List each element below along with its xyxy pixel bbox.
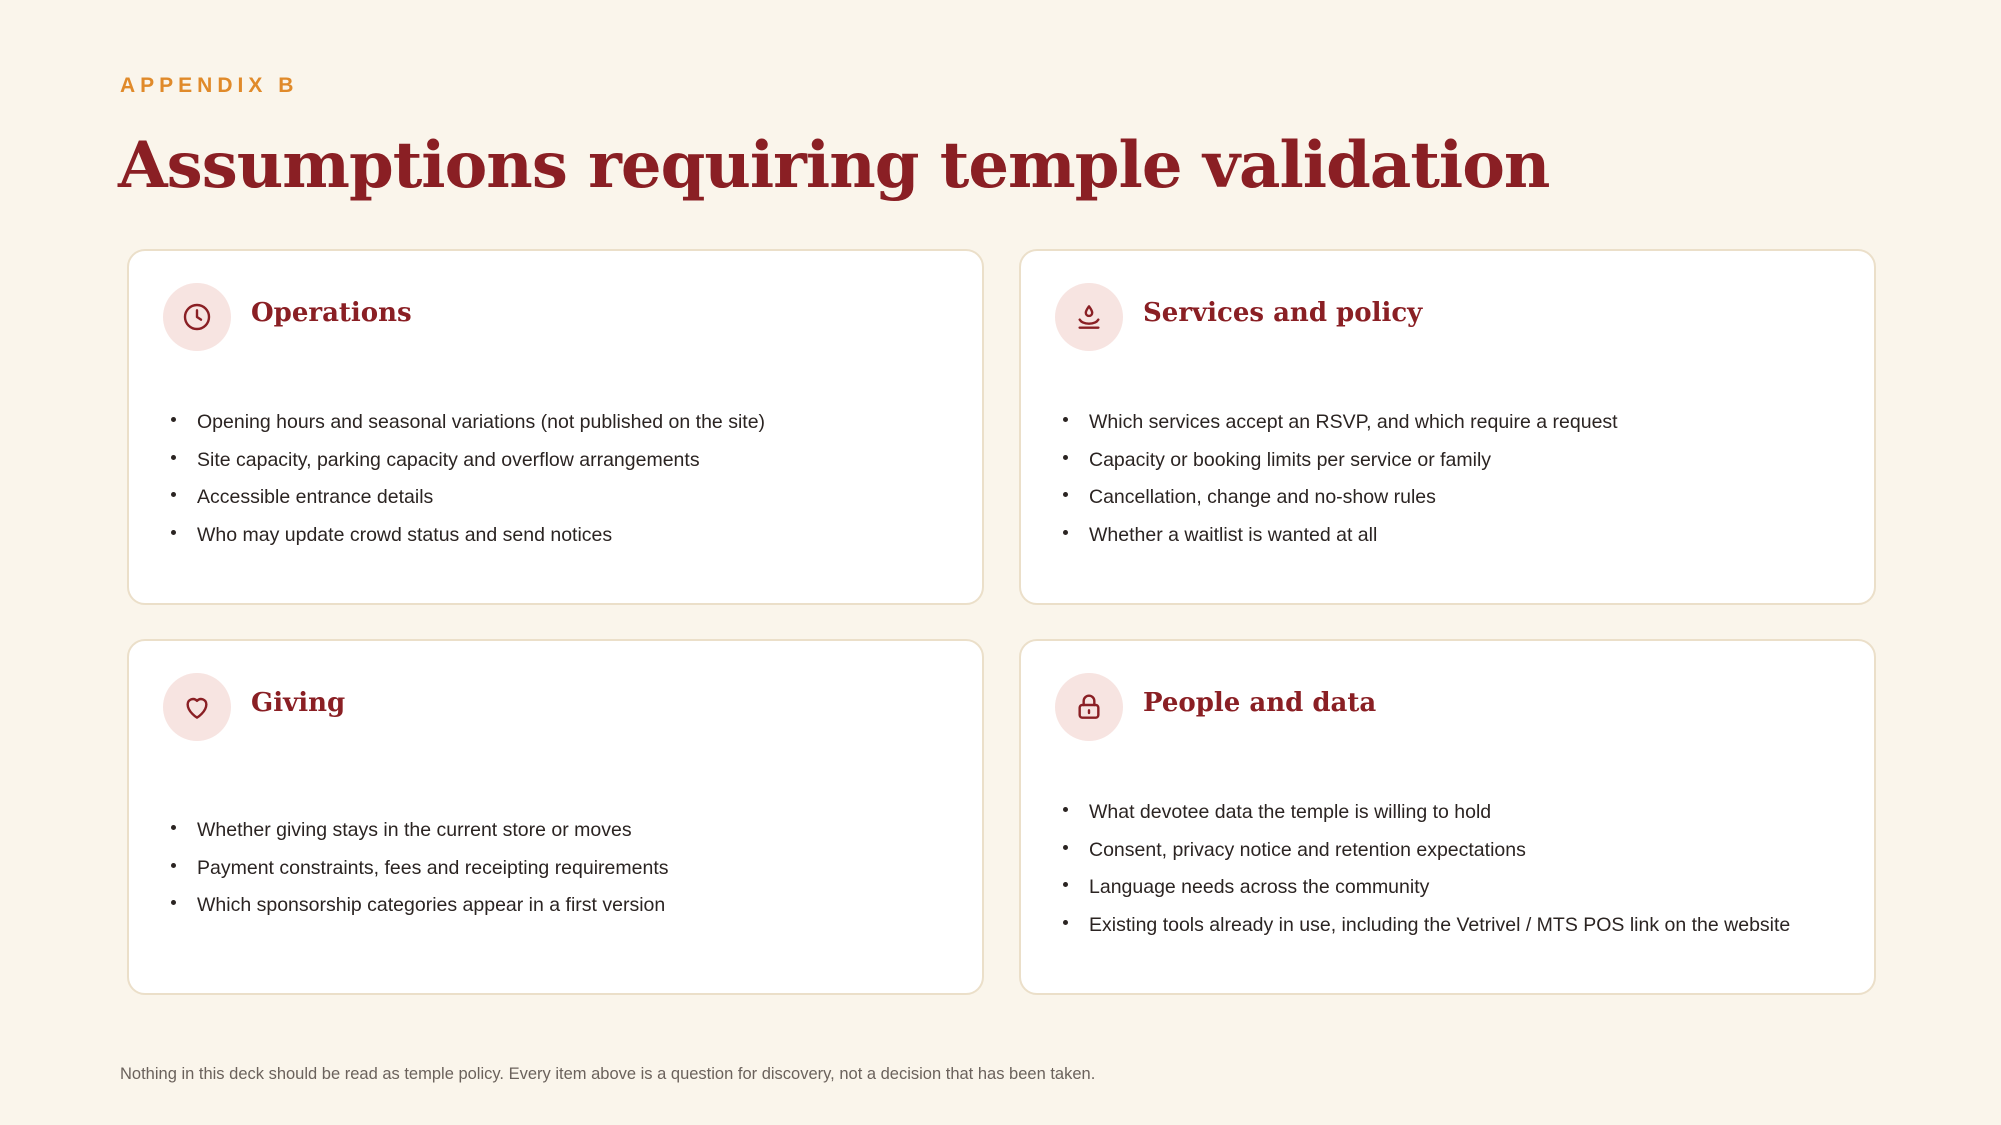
list-item: Cancellation, change and no-show rules (1089, 479, 1854, 517)
list-item: Site capacity, parking capacity and overflow arrangements (197, 442, 962, 480)
card-title: Services and policy (1143, 298, 1423, 328)
footnote: Nothing in this deck should be read as temple policy. Every item above is a question for discovery, not a decision that has been taken. (120, 1065, 1096, 1083)
card-people-and-data (1019, 639, 1876, 995)
card-title: Giving (251, 688, 346, 718)
list-item: Payment constraints, fees and receipting requirements (197, 850, 962, 888)
page-title: Assumptions requiring temple validation (118, 128, 1550, 203)
card-giving (127, 639, 984, 995)
list-item: Whether a waitlist is wanted at all (1089, 517, 1854, 555)
list-item: Which sponsorship categories appear in a first version (197, 887, 962, 925)
card-list (197, 812, 962, 925)
list-item: Accessible entrance details (197, 479, 962, 517)
lamp-icon (1055, 283, 1123, 351)
list-item: Consent, privacy notice and retention expectations (1089, 832, 1854, 870)
card-list (1089, 404, 1854, 554)
list-item: Existing tools already in use, including the Vetrivel / MTS POS link on the website (1089, 907, 1854, 945)
clock-icon (163, 283, 231, 351)
eyebrow-label: APPENDIX B (120, 74, 299, 97)
card-operations (127, 249, 984, 605)
card-title: Operations (251, 298, 412, 328)
list-item: What devotee data the temple is willing to hold (1089, 794, 1854, 832)
list-item: Language needs across the community (1089, 869, 1854, 907)
card-list (197, 404, 962, 554)
list-item: Capacity or booking limits per service or family (1089, 442, 1854, 480)
list-item: Which services accept an RSVP, and which require a request (1089, 404, 1854, 442)
list-item: Opening hours and seasonal variations (not published on the site) (197, 404, 962, 442)
card-list (1089, 794, 1854, 944)
card-title: People and data (1143, 688, 1377, 718)
heart-icon (163, 673, 231, 741)
lock-icon (1055, 673, 1123, 741)
card-services-and-policy (1019, 249, 1876, 605)
list-item: Whether giving stays in the current store or moves (197, 812, 962, 850)
list-item: Who may update crowd status and send notices (197, 517, 962, 555)
